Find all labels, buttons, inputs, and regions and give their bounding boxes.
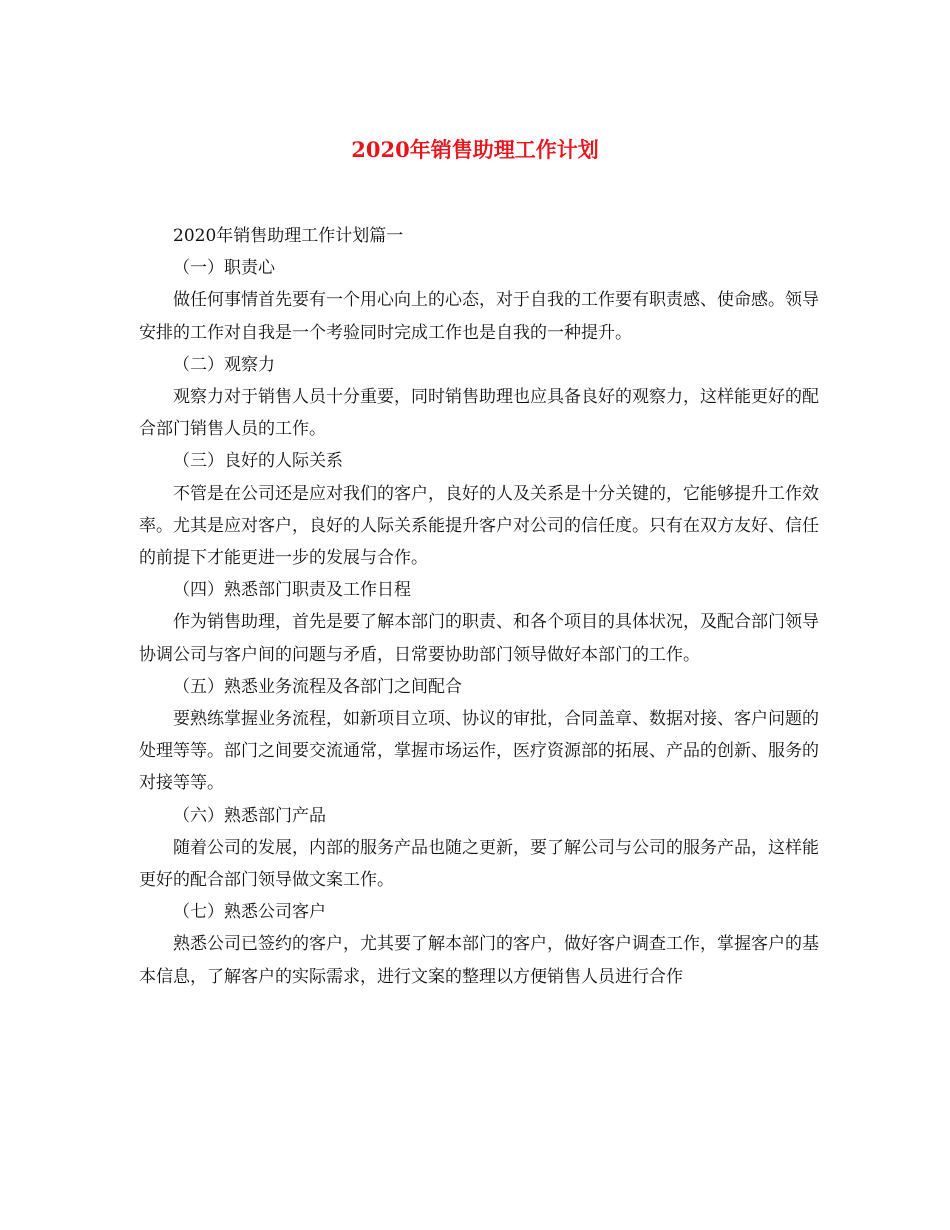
paragraph-2: 观察力对于销售人员十分重要，同时销售助理也应具备良好的观察力，这样能更好的配合部门销售人员的工作。	[139, 387, 819, 440]
section-heading-2: （二）观察力	[173, 354, 275, 375]
section-heading-1: （一）职责心	[173, 258, 275, 279]
paragraph-4: 作为销售助理，首先是要了解本部门的职责、和各个项目的具体状况，及配合部门领导协调公司与客户间的问题与矛盾，日常要协助部门领导做好本部门的工作。	[139, 612, 819, 665]
document-title: 2020年销售助理工作计划	[351, 137, 599, 162]
paragraph-6: 随着公司的发展，内部的服务产品也随之更新，要了解公司与公司的服务产品，这样能更好的配合部门领导做文案工作。	[139, 837, 819, 891]
section-heading-6: （六）熟悉部门产品	[173, 805, 326, 826]
paragraph-5: 要熟练掌握业务流程，如新项目立项、协议的审批，合同盖章、数据对接、客户问题的处理等等。部门之间要交流通常，掌握市场运作，医疗资源部的拓展、产品的创新、服务的对接等等。	[139, 709, 819, 794]
section-heading-5: （五）熟悉业务流程及各部门之间配合	[173, 676, 462, 697]
paragraph-intro-heading: 2020年销售助理工作计划篇一	[173, 226, 404, 246]
paragraph-1: 做任何事情首先要有一个用心向上的心态，对于自我的工作要有职责感、使命感。领导安排的工作对自我是一个考验同时完成工作也是自我的一种提升。	[139, 290, 819, 343]
paragraph-7: 熟悉公司已签约的客户，尤其要了解本部门的客户，做好客户调查工作，掌握客户的基本信息，了解客户的实际需求，进行文案的整理以方便销售人员进行合作	[139, 934, 819, 987]
section-heading-3: （三）良好的人际关系	[173, 451, 343, 472]
document-body	[139, 220, 819, 993]
section-heading-7: （七）熟悉公司客户	[173, 902, 326, 923]
section-heading-4: （四）熟悉部门职责及工作日程	[173, 580, 411, 601]
paragraph-3: 不管是在公司还是应对我们的客户，良好的人及关系是十分关键的，它能够提升工作效率。尤其是应对客户，良好的人际关系能提升客户对公司的信任度。只有在双方友好、信任的前提下才能更进一步的发展与合作。	[139, 483, 819, 569]
